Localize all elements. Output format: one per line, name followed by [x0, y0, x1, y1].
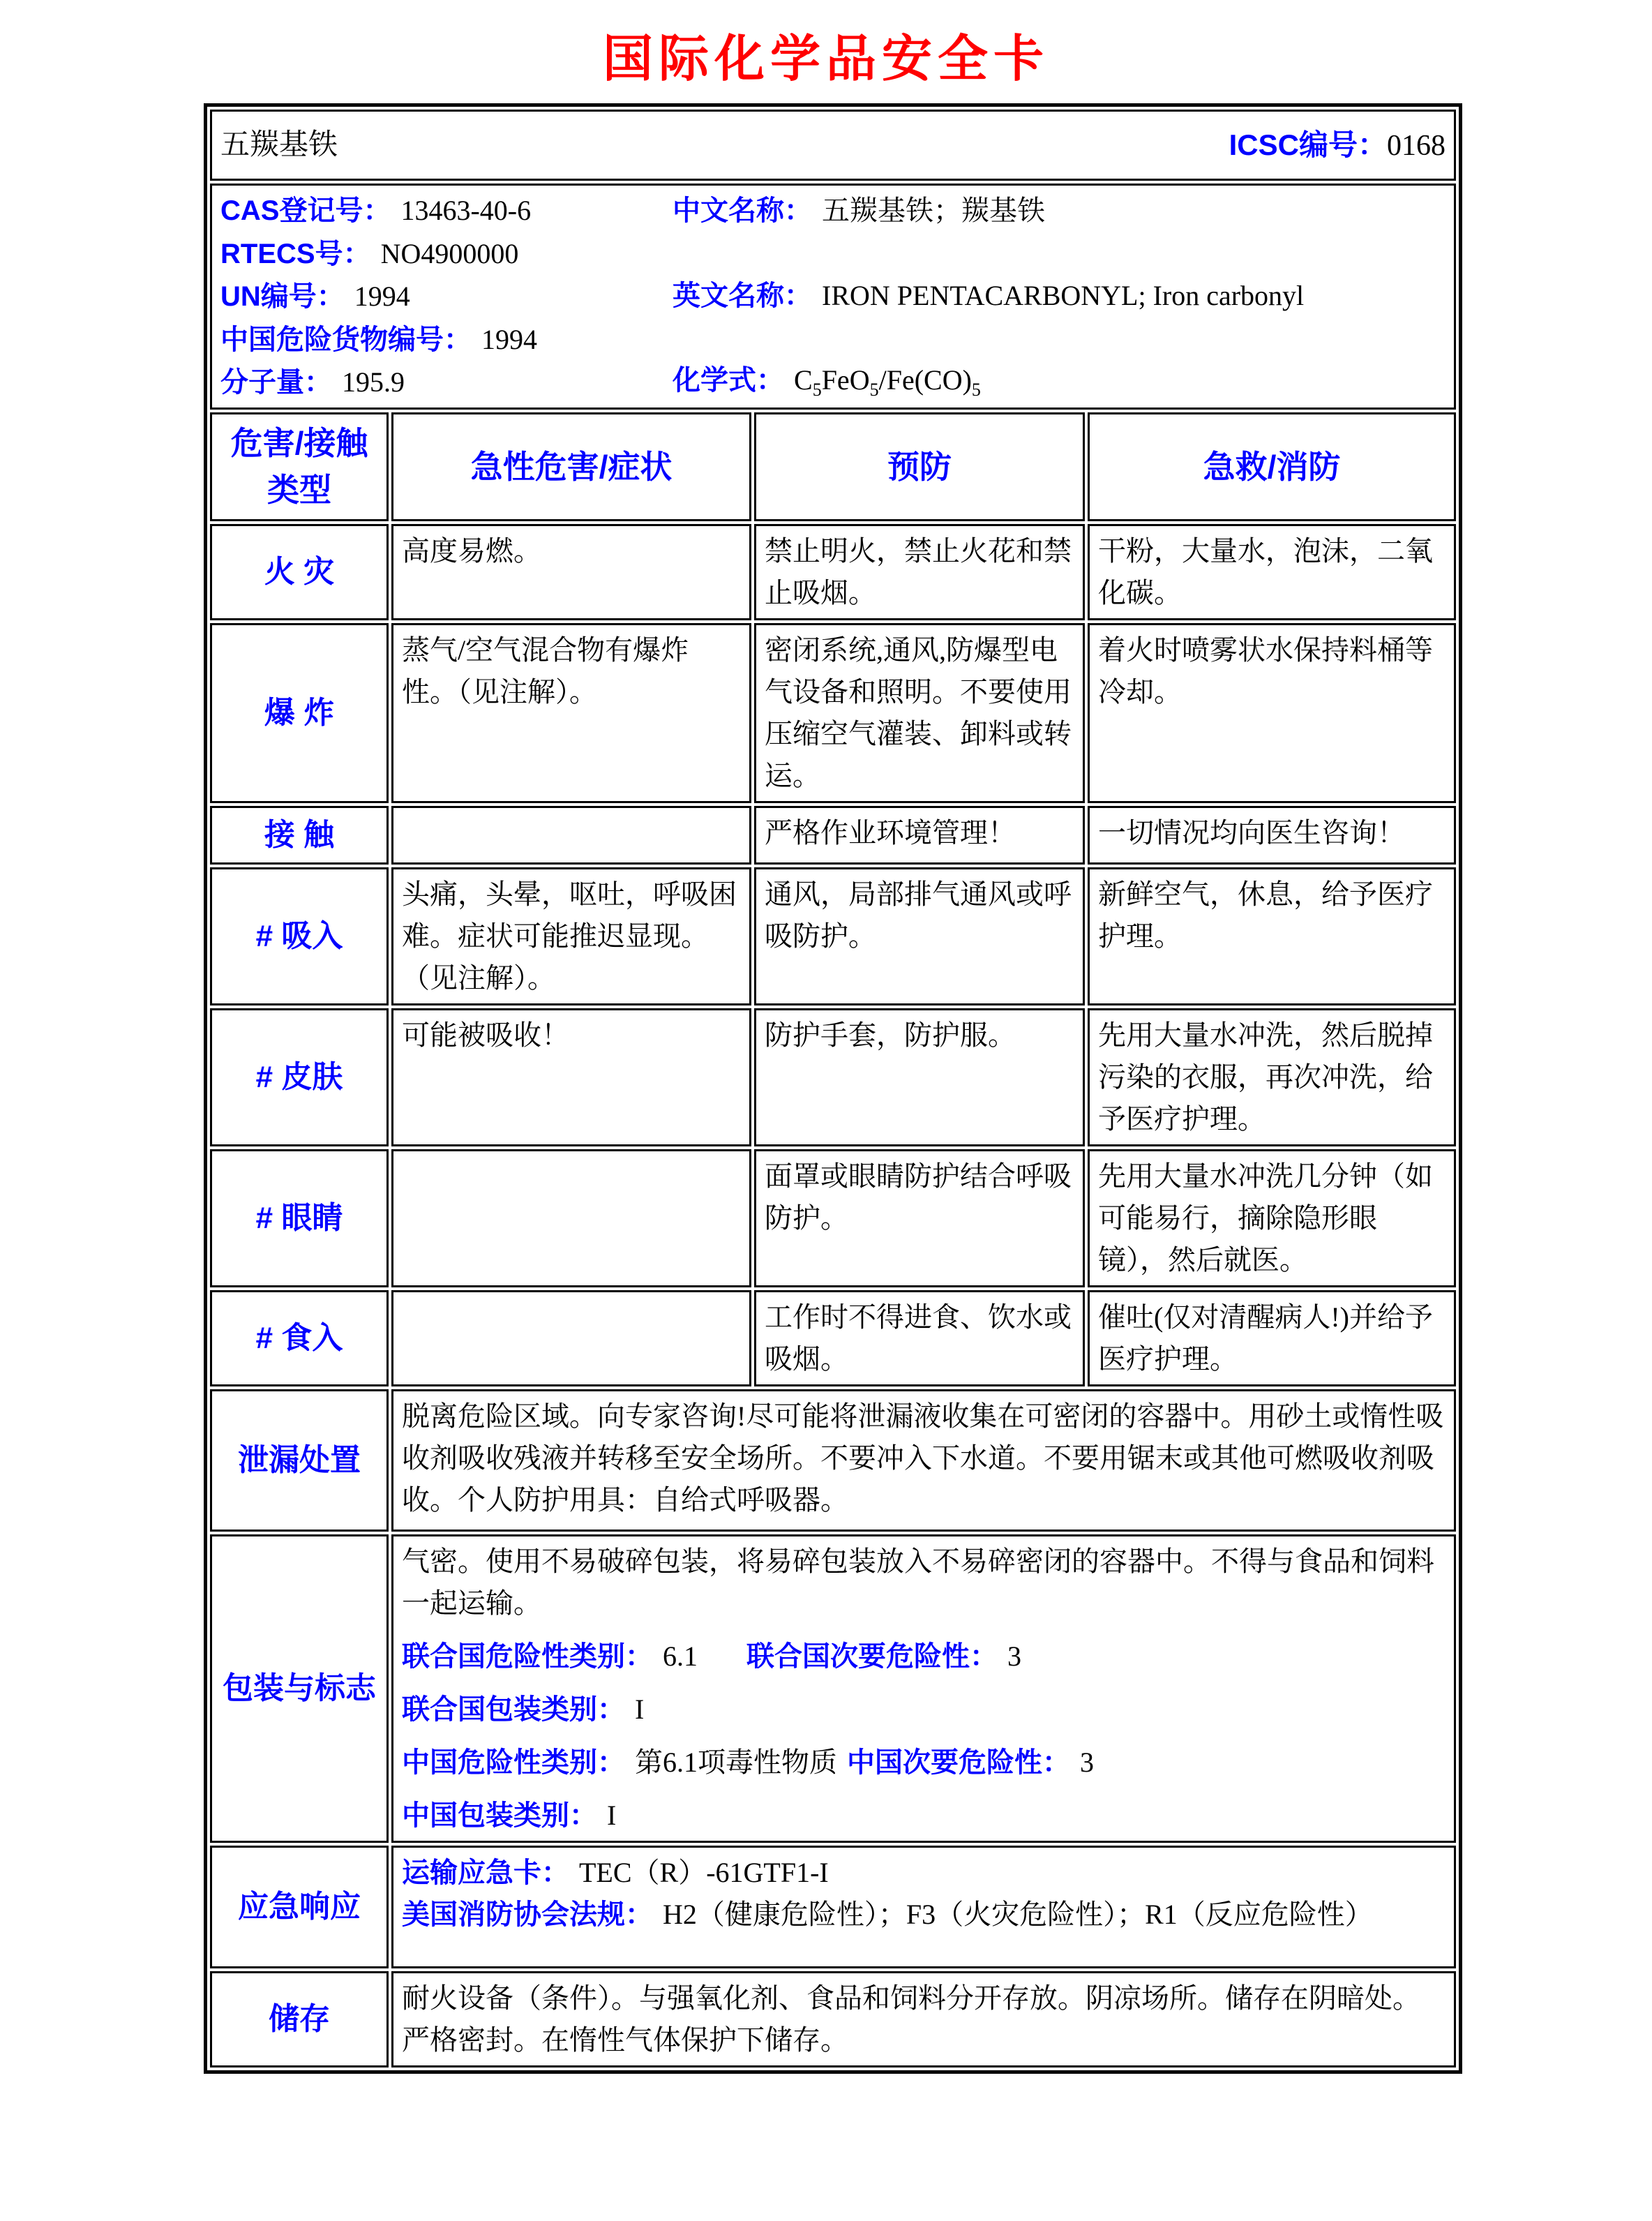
- fire-firstaid: 干粉，大量水，泡沫，二氧化碳。: [1088, 524, 1456, 620]
- ingestion-prevention: 工作时不得进食、饮水或吸烟。: [754, 1290, 1085, 1386]
- spill-disposal-text: 脱离危险区域。向专家咨询!尽可能将泄漏液收集在可密闭的容器中。用砂土或惰性吸收剂吸收残液并转移至安全场所。不要冲入下水道。不要用锯末或其他可燃吸收剂吸收。个人防护用具：自给式呼吸器。: [391, 1389, 1456, 1532]
- row-label-inhalation: # 吸入: [210, 867, 389, 1005]
- table-row-inhalation: [210, 867, 1456, 1005]
- table-row-spill-disposal: [210, 1389, 1456, 1532]
- transport-emergency-card-line: 运输应急卡： TEC（R）-61GTF1-I: [402, 1857, 829, 1888]
- icsc-number-label: ICSC编号：: [1229, 128, 1387, 161]
- skin-prevention: 防护手套，防护服。: [754, 1008, 1085, 1146]
- inhalation-firstaid: 新鲜空气，休息，给予医疗护理。: [1088, 867, 1456, 1005]
- storage-text: 耐火设备（条件）。与强氧化剂、食品和饲料分开存放。阴凉场所。储存在阴暗处。严格密封。在惰性气体保护下储存。: [391, 1971, 1456, 2067]
- row-label-ingestion: # 食入: [210, 1290, 389, 1386]
- molecular-weight: 分子量： 195.9: [220, 366, 405, 398]
- table-row-contact: [210, 806, 1456, 865]
- header-first-aid: 急救/消防: [1088, 412, 1456, 521]
- un-number: UN编号： 1994: [220, 281, 410, 312]
- contact-firstaid: 一切情况均向医生咨询！: [1088, 806, 1456, 865]
- row-label-packaging: 包装与标志: [210, 1534, 389, 1843]
- contact-prevention: 严格作业环境管理！: [754, 806, 1085, 865]
- table-row-ingestion: [210, 1290, 1456, 1386]
- contact-symptoms: [391, 806, 751, 865]
- hazard-header-row: [210, 412, 1456, 521]
- fire-prevention: 禁止明火，禁止火花和禁止吸烟。: [754, 524, 1085, 620]
- fire-symptoms: 高度易燃。: [391, 524, 751, 620]
- eyes-prevention: 面罩或眼睛防护结合呼吸防护。: [754, 1149, 1085, 1287]
- row-label-storage: 储存: [210, 1971, 389, 2067]
- packaging-cell: [391, 1534, 1456, 1843]
- header-acute-hazards: 急性危害/症状: [391, 412, 751, 521]
- explosion-firstaid: 着火时喷雾状水保持料桶等冷却。: [1088, 623, 1456, 803]
- eyes-symptoms: [391, 1149, 751, 1287]
- icsc-number-value: 0168: [1387, 129, 1446, 162]
- icsc-card-table: [204, 103, 1462, 2074]
- table-row-eyes: [210, 1149, 1456, 1287]
- explosion-symptoms: 蒸气/空气混合物有爆炸性。（见注解）。: [391, 623, 751, 803]
- english-name: 英文名称： IRON PENTACARBONYL; Iron carbonyl: [673, 279, 1305, 311]
- chemical-formula: 化学式： $C_5FeO_5/Fe(CO)_5$: [673, 364, 981, 400]
- name-cell: [210, 110, 1456, 181]
- explosion-prevention: 密闭系统,通风,防爆型电气设备和照明。不要使用压缩空气灌装、卸料或转运。: [754, 623, 1085, 803]
- row-label-explosion: 爆 炸: [210, 623, 389, 803]
- ingestion-firstaid: 催吐(仅对清醒病人!)并给予医疗护理。: [1088, 1290, 1456, 1386]
- name-row: [210, 110, 1456, 181]
- rtecs-number: RTECS号： NO4900000: [220, 237, 519, 269]
- china-hazard-class-line: 中国危险性类别： 第6.1项毒性物质 中国次要危险性： 3: [402, 1747, 1094, 1778]
- skin-firstaid: 先用大量水冲洗，然后脱掉污染的衣服，再次冲洗，给予医疗护理。: [1088, 1008, 1456, 1146]
- page-title: 国际化学品安全卡: [602, 31, 1049, 87]
- inhalation-prevention: 通风，局部排气通风或呼吸防护。: [754, 867, 1085, 1005]
- un-packing-group-line: 联合国包装类别： I: [402, 1693, 645, 1725]
- identifiers-row: [210, 184, 1456, 410]
- table-row-explosion: [210, 623, 1456, 803]
- substance-name: 五羰基铁: [220, 128, 338, 161]
- table-row-storage: [210, 1971, 1456, 2067]
- cas-number: CAS登记号： 13463-40-6: [220, 195, 532, 226]
- inhalation-symptoms: 头痛，头晕，呕吐，呼吸困难。症状可能推迟显现。（见注解）。: [391, 867, 751, 1005]
- row-label-eyes: # 眼睛: [210, 1149, 389, 1287]
- eyes-firstaid: 先用大量水冲洗几分钟（如可能易行，摘除隐形眼镜），然后就医。: [1088, 1149, 1456, 1287]
- emergency-response-cell: [391, 1846, 1456, 1968]
- identifiers-cell: [210, 184, 1456, 410]
- identifiers-left-column: [220, 190, 673, 403]
- row-label-skin: # 皮肤: [210, 1008, 389, 1146]
- identifiers-right-column: [673, 190, 1446, 403]
- skin-symptoms: 可能被吸收！: [391, 1008, 751, 1146]
- table-row-fire: [210, 524, 1456, 620]
- un-hazard-class-line: 联合国危险性类别： 6.1 联合国次要危险性： 3: [402, 1640, 1021, 1672]
- row-label-emergency-response: 应急响应: [210, 1846, 389, 1968]
- chinese-name: 中文名称： 五羰基铁；羰基铁: [673, 195, 1045, 226]
- table-row-skin: [210, 1008, 1456, 1146]
- packaging-intro: 气密。使用不易破碎包装，将易碎包装放入不易碎密闭的容器中。不得与食品和饲料一起运输。: [402, 1546, 1434, 1619]
- nfpa-code-line: 美国消防协会法规： H2（健康危险性）；F3（火灾危险性）；R1（反应危险性）: [402, 1899, 1373, 1930]
- ingestion-symptoms: [391, 1290, 751, 1386]
- header-prevention: 预防: [754, 412, 1085, 521]
- table-row-packaging: [210, 1534, 1456, 1843]
- row-label-contact: 接 触: [210, 806, 389, 865]
- row-label-fire: 火 灾: [210, 524, 389, 620]
- row-label-spill-disposal: 泄漏处置: [210, 1389, 389, 1532]
- icsc-number: [1229, 123, 1446, 168]
- header-hazard-type: 危害/接触 类型: [210, 412, 389, 521]
- china-packing-group-line: 中国包装类别： I: [402, 1800, 617, 1831]
- table-row-emergency-response: [210, 1846, 1456, 1968]
- china-dangerous-goods-number: 中国危险货物编号： 1994: [220, 323, 537, 355]
